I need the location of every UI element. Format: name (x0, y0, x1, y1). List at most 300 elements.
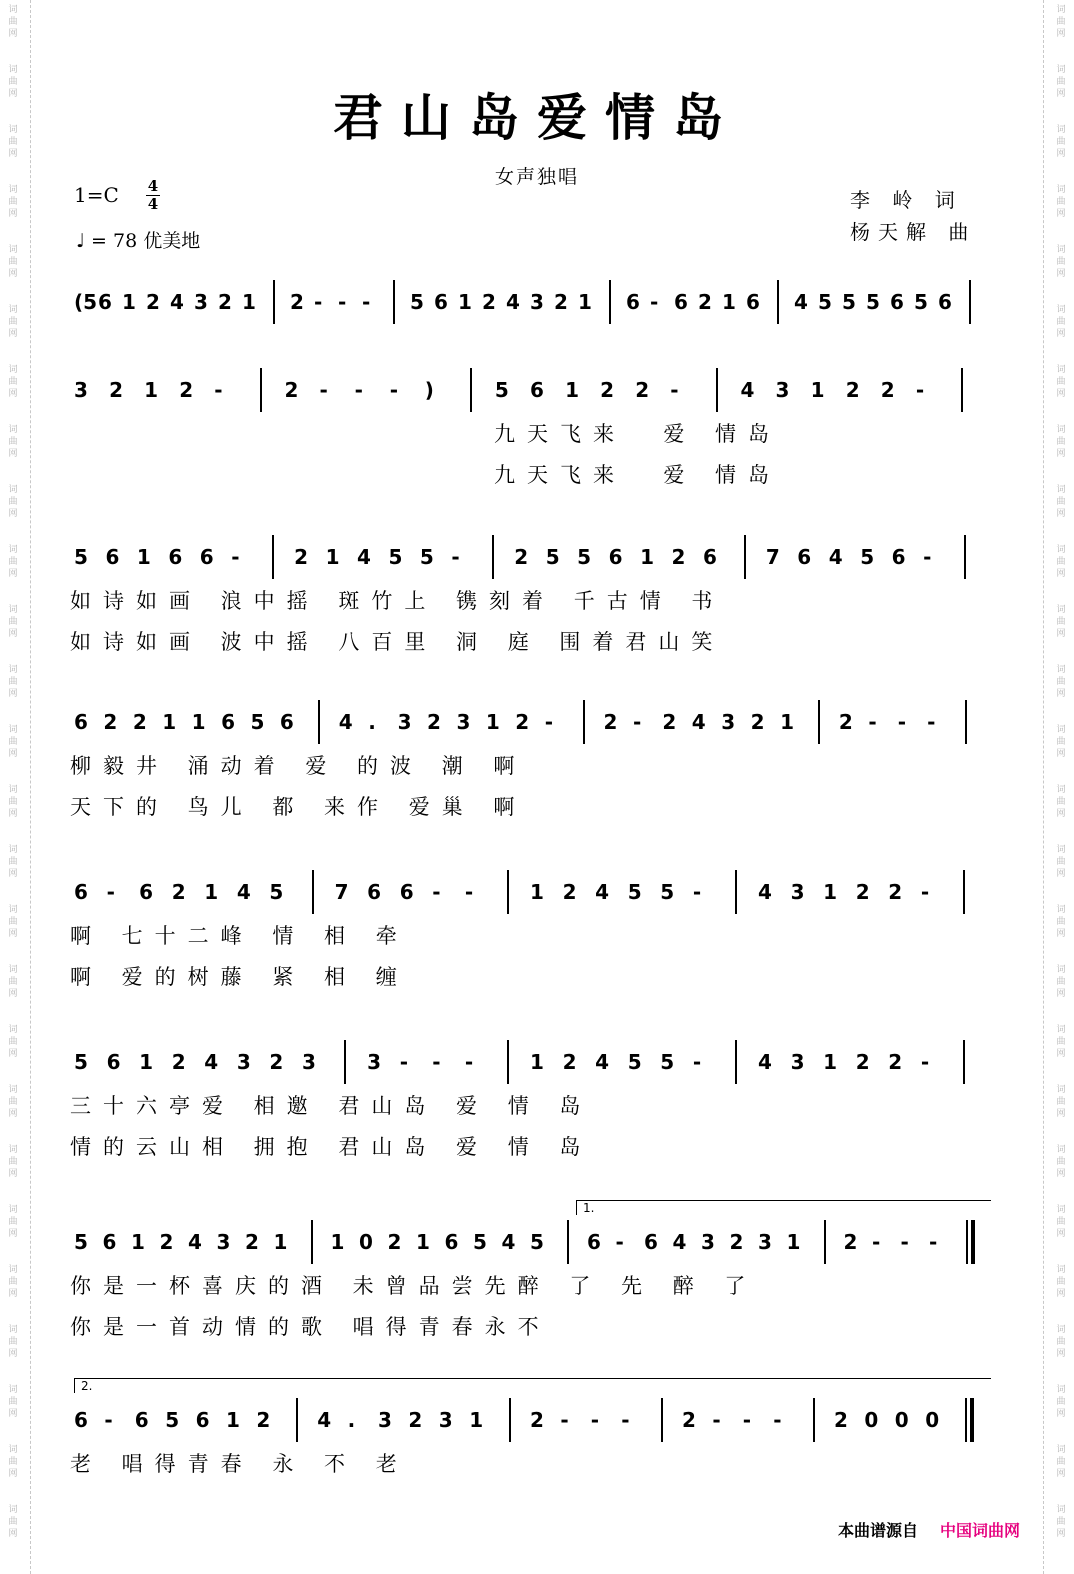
note: 3 (790, 1050, 805, 1074)
watermark-text: 词曲网 (8, 845, 18, 879)
watermark-text: 词曲网 (1056, 665, 1066, 699)
note: 1 (578, 290, 592, 314)
barline (735, 1040, 737, 1084)
watermark-text: 词曲网 (1056, 1205, 1066, 1239)
watermark-strip-left (0, 0, 31, 1574)
watermark-text: 词曲网 (8, 65, 18, 99)
note: 2 (843, 1230, 858, 1254)
note: 0 (894, 1408, 909, 1432)
note: 2 (171, 1050, 186, 1074)
note: 6 (195, 1408, 210, 1432)
note: 2 (855, 1050, 870, 1074)
note: - (929, 1230, 938, 1254)
note: 6 (74, 880, 88, 904)
note: 3 (378, 1408, 392, 1432)
note: - (399, 1050, 409, 1074)
watermark-text: 词曲网 (8, 1265, 18, 1299)
note: - (432, 880, 441, 904)
note: 2 (682, 1408, 696, 1432)
lyric-line: 啊 七十二峰 情 相 牵 (70, 924, 409, 948)
watermark-text: 词曲网 (8, 305, 18, 339)
lyric-line: 老 唱得青春 永 不 老 (70, 1452, 409, 1476)
note: - (773, 1408, 782, 1432)
lyric-line: 如诗如画 波中摇 八百里 洞 庭 围着君山笑 (70, 630, 725, 654)
watermark-text: 词曲网 (8, 1325, 18, 1359)
note: 1 (330, 1230, 345, 1254)
watermark-text: 词曲网 (8, 5, 18, 39)
note: 5 (842, 290, 856, 314)
note: 2 (109, 378, 123, 402)
barline (509, 1398, 511, 1442)
note: 1 (273, 1230, 288, 1254)
score-row (70, 700, 986, 756)
barline (272, 535, 274, 579)
note: 6 (938, 290, 952, 314)
barline (492, 535, 494, 579)
watermark-text: 词曲网 (8, 1085, 18, 1119)
note: - (314, 290, 323, 314)
note: 1 (204, 880, 219, 904)
note: 5 (866, 290, 880, 314)
watermark-text: 词曲网 (8, 545, 18, 579)
note: 7 (765, 545, 780, 569)
watermark-text: 词曲网 (1056, 65, 1066, 99)
lyric-line: 你是一杯喜庆的酒 未曾品尝先醉 了 先 醉 了 (70, 1274, 758, 1298)
note: 2 (103, 710, 118, 734)
note: 2 (514, 545, 529, 569)
note: . (368, 710, 376, 734)
watermark-text: 词曲网 (1056, 905, 1066, 939)
barline (813, 1398, 815, 1442)
note: 5 (545, 545, 560, 569)
note: 5 (388, 545, 403, 569)
note: 5 (410, 290, 424, 314)
note: 4 (204, 1050, 219, 1074)
note: 2 (855, 880, 870, 904)
score-row (70, 870, 986, 926)
watermark-text: 词曲网 (1056, 1325, 1066, 1359)
note: - (650, 290, 659, 314)
key-signature: 1=C (74, 183, 119, 207)
barline (777, 280, 779, 324)
note: - (615, 1230, 624, 1254)
note: 7 (334, 880, 349, 904)
watermark-text: 词曲网 (8, 1385, 18, 1419)
note: 3 (701, 1230, 715, 1254)
performance-type: 女声独唱 (494, 166, 579, 188)
note: - (338, 290, 347, 314)
watermark-text: 词曲网 (8, 425, 18, 459)
note: - (872, 1230, 881, 1254)
note: - (354, 378, 363, 402)
note: 1 (786, 1230, 801, 1254)
note: - (544, 710, 554, 734)
lyric-line: 九天飞来 爱 情岛 (494, 422, 782, 446)
note: - (362, 290, 371, 314)
note: - (621, 1408, 630, 1432)
watermark-text: 词曲网 (1056, 605, 1066, 639)
note: 2 (834, 1408, 848, 1432)
lyric-line: 如诗如画 浪中摇 斑竹上 镌刻着 千古情 书 (70, 589, 725, 613)
note: 2 (603, 710, 618, 734)
barline (296, 1398, 298, 1442)
note: 5 (660, 1050, 675, 1074)
note: 2 (427, 710, 441, 734)
note: 5 (577, 545, 592, 569)
watermark-text: 词曲网 (1056, 1025, 1066, 1059)
note: 2 (284, 378, 299, 402)
lyric-line: 情的云山相 拥抱 君山岛 爱 情 岛 (70, 1135, 593, 1159)
note: 1 (640, 545, 654, 569)
note: 6 (399, 880, 414, 904)
note: 3 (721, 710, 736, 734)
note: 2 (269, 1050, 284, 1074)
note: 4 (672, 1230, 687, 1254)
watermark-text: 词曲网 (1056, 1085, 1066, 1119)
note: 2 (245, 1230, 259, 1254)
note: 3 (302, 1050, 316, 1074)
note: 5 (419, 545, 434, 569)
note: - (106, 880, 115, 904)
note: 5 (473, 1230, 487, 1254)
watermark-text: 词曲网 (1056, 845, 1066, 879)
note: 4 (170, 290, 184, 314)
watermark-text: 词曲网 (1056, 965, 1066, 999)
note: 6 (134, 1408, 149, 1432)
note: 2 (408, 1408, 423, 1432)
note: 5 (74, 1050, 88, 1074)
lyric-line: 九天飞来 爱 情岛 (494, 463, 782, 487)
note: 4 (236, 880, 251, 904)
note: 5 (660, 880, 675, 904)
note: - (451, 545, 460, 569)
note: 6 (221, 710, 236, 734)
note: 2 (635, 378, 650, 402)
note: 3 (775, 378, 790, 402)
note: 2 (880, 378, 895, 402)
note: 5 (165, 1408, 180, 1432)
note: 5 (860, 545, 875, 569)
barline (609, 280, 611, 324)
barline (964, 535, 966, 579)
barline (260, 368, 262, 412)
watermark-text: 词曲网 (1056, 785, 1066, 819)
note: 2 (554, 290, 568, 314)
watermark-text: 词曲网 (8, 485, 18, 519)
barline (969, 280, 971, 324)
note: 1 (530, 880, 544, 904)
note: 1 (191, 710, 206, 734)
watermark-text: 词曲网 (1056, 485, 1066, 519)
watermark-text: 词曲网 (8, 1145, 18, 1179)
note: 6 (444, 1230, 459, 1254)
note: 4 (740, 378, 755, 402)
note: 5 (530, 1230, 544, 1254)
note: 1 (242, 290, 256, 314)
note: - (632, 710, 642, 734)
barline (312, 870, 314, 914)
note: 1 (469, 1408, 484, 1432)
note: . (347, 1408, 356, 1432)
note: 6 (587, 1230, 601, 1254)
note: - (920, 880, 930, 904)
note: - (464, 1050, 474, 1074)
note: 2 (256, 1408, 271, 1432)
watermark-text: 词曲网 (8, 965, 18, 999)
note: 6 (746, 290, 760, 314)
note: 1 (144, 378, 159, 402)
note: 3 (216, 1230, 231, 1254)
note: - (670, 378, 679, 402)
note: (5 (74, 290, 98, 314)
note: 6 (644, 1230, 658, 1254)
note: 2 (729, 1230, 744, 1254)
watermark-text: 词曲网 (1056, 425, 1066, 459)
note: - (319, 378, 328, 402)
note: 6 (367, 880, 382, 904)
note: 2 (845, 378, 860, 402)
note: 1 (722, 290, 736, 314)
barline (824, 1220, 826, 1264)
note: 1 (485, 710, 500, 734)
note: 1 (530, 1050, 544, 1074)
note: - (560, 1408, 569, 1432)
note: 1 (416, 1230, 430, 1254)
note: 3 (530, 290, 544, 314)
note: 5 (250, 710, 265, 734)
barline (311, 1220, 313, 1264)
barline (507, 1040, 509, 1084)
tempo-marking: ♩ = 78 优美地 (76, 230, 201, 252)
note: 6 (98, 290, 112, 314)
note: 2 (662, 710, 677, 734)
source-credit: 本曲谱源自 中国词曲网 (838, 1521, 1021, 1540)
note: 6 (626, 290, 640, 314)
watermark-text: 词曲网 (8, 365, 18, 399)
score-row (70, 1040, 986, 1096)
score-row (70, 280, 986, 336)
note: - (923, 545, 932, 569)
note: 1 (131, 1230, 145, 1254)
note: 6 (105, 545, 120, 569)
note: 6 (702, 545, 717, 569)
score-row (70, 368, 986, 424)
watermark-text: 词曲网 (1056, 1145, 1066, 1179)
watermark-text: 词曲网 (1056, 365, 1066, 399)
note: 4 (758, 880, 772, 904)
time-signature: 4 4 (147, 177, 159, 213)
watermark-text: 词曲网 (8, 785, 18, 819)
note: - (214, 378, 223, 402)
note: - (897, 710, 907, 734)
watermark-text: 词曲网 (8, 1505, 18, 1539)
note: 3 (74, 378, 88, 402)
note: 3 (790, 880, 805, 904)
note: 6 (530, 378, 544, 402)
barline (735, 870, 737, 914)
note: 6 (102, 1230, 117, 1254)
note: 6 (608, 545, 623, 569)
barline (393, 280, 395, 324)
barline (318, 700, 320, 744)
barline (966, 1220, 975, 1264)
note: 2 (838, 710, 853, 734)
note: 2 (290, 290, 304, 314)
lyric-line: 啊 爱的树藤 紧 相 缠 (70, 965, 409, 989)
watermark-text: 词曲网 (1056, 245, 1066, 279)
note: 0 (359, 1230, 373, 1254)
note: 2 (530, 1408, 544, 1432)
note: 4 (501, 1230, 516, 1254)
note: 2 (698, 290, 712, 314)
note: 4 (357, 545, 371, 569)
note: 2 (562, 880, 577, 904)
note: 1 (226, 1408, 240, 1432)
note: 6 (199, 545, 214, 569)
note: - (692, 880, 702, 904)
note: 2 (600, 378, 615, 402)
note: 5 (269, 880, 284, 904)
note: 4 (595, 1050, 610, 1074)
barline (963, 1040, 965, 1084)
note: 1 (136, 545, 151, 569)
note: - (868, 710, 877, 734)
barline (965, 1398, 974, 1442)
watermark-text: 词曲网 (1056, 305, 1066, 339)
note: 6 (797, 545, 812, 569)
composer-credit: 杨天解 曲 (850, 220, 977, 244)
lyric-line: 三十六亭爱 相邀 君山岛 爱 情 岛 (70, 1094, 593, 1118)
note: 2 (132, 710, 147, 734)
watermark-strip-right (1043, 0, 1074, 1574)
note: 1 (458, 290, 472, 314)
song-title: 君山岛爱情岛 (333, 89, 741, 147)
note: 1 (325, 545, 340, 569)
note: 2 (171, 880, 186, 904)
note: ) (424, 378, 434, 402)
barline (344, 1040, 346, 1084)
note: - (712, 1408, 721, 1432)
watermark-text: 词曲网 (8, 125, 18, 159)
note: 4 (338, 710, 353, 734)
note: 1 (810, 378, 825, 402)
note: - (590, 1408, 600, 1432)
barline (818, 700, 820, 744)
note: 5 (74, 545, 88, 569)
barline (744, 535, 746, 579)
watermark-text: 词曲网 (8, 1025, 18, 1059)
watermark-text: 词曲网 (1056, 125, 1066, 159)
volta-bracket: 2. (74, 1378, 991, 1393)
note: - (915, 378, 925, 402)
watermark-text: 词曲网 (8, 245, 18, 279)
watermark-text: 词曲网 (8, 185, 18, 219)
note: 6 (434, 290, 448, 314)
note: 1 (823, 880, 838, 904)
note: 4 (691, 710, 706, 734)
barline (583, 700, 585, 744)
barline (567, 1220, 569, 1264)
lyric-line: 你是一首动情的歌 唱得青春永不 (70, 1315, 551, 1339)
watermark-text: 词曲网 (1056, 1265, 1066, 1299)
note: 6 (674, 290, 688, 314)
note: - (432, 1050, 441, 1074)
note: 2 (482, 290, 496, 314)
barline (507, 870, 509, 914)
note: 0 (925, 1408, 940, 1432)
note: 3 (367, 1050, 382, 1074)
barline (273, 280, 275, 324)
note: - (927, 710, 936, 734)
watermark-text: 词曲网 (1056, 545, 1066, 579)
note: 2 (218, 290, 232, 314)
source-site-link[interactable]: 中国词曲网 (940, 1521, 1021, 1540)
note: 3 (194, 290, 208, 314)
note: 6 (74, 1408, 88, 1432)
note: 4 (188, 1230, 202, 1254)
note: 1 (122, 290, 136, 314)
watermark-text: 词曲网 (1056, 5, 1066, 39)
note: 3 (236, 1050, 251, 1074)
note: 4 (794, 290, 808, 314)
watermark-text: 词曲网 (1056, 1445, 1066, 1479)
volta-bracket: 1. (576, 1200, 991, 1215)
note: 6 (139, 880, 154, 904)
note: - (692, 1050, 702, 1074)
note: - (920, 1050, 930, 1074)
note: 5 (74, 1230, 88, 1254)
note: 2 (294, 545, 309, 569)
note: 2 (159, 1230, 174, 1254)
note: 5 (627, 1050, 642, 1074)
watermark-text: 词曲网 (8, 1445, 18, 1479)
note: 1 (139, 1050, 154, 1074)
note: 3 (456, 710, 471, 734)
note: - (464, 880, 474, 904)
note: 5 (818, 290, 832, 314)
watermark-text: 词曲网 (1056, 1505, 1066, 1539)
note: 2 (146, 290, 160, 314)
barline (961, 368, 963, 412)
lyric-line: 天下的 鸟儿 都 来作 爱巢 啊 (70, 795, 527, 819)
lyric-line: 柳毅井 涌动着 爱 的波 潮 啊 (70, 754, 527, 778)
note: 0 (864, 1408, 879, 1432)
barline (470, 368, 472, 412)
score-row (70, 535, 986, 591)
note: 5 (627, 880, 642, 904)
note: 4 (758, 1050, 772, 1074)
note: 3 (758, 1230, 772, 1254)
note: 1 (823, 1050, 838, 1074)
note: - (900, 1230, 909, 1254)
note: 4 (506, 290, 520, 314)
watermark-text: 词曲网 (1056, 725, 1066, 759)
note: 6 (891, 545, 906, 569)
note: 2 (562, 1050, 577, 1074)
note: 6 (74, 710, 88, 734)
score-row (70, 1379, 986, 1454)
barline (965, 700, 967, 744)
note: 1 (780, 710, 794, 734)
note: 5 (914, 290, 928, 314)
note: 5 (494, 378, 509, 402)
note: 6 (890, 290, 904, 314)
note: 3 (397, 710, 412, 734)
barline (661, 1398, 663, 1442)
watermark-text: 词曲网 (1056, 185, 1066, 219)
note: 2 (888, 1050, 903, 1074)
note: 2 (671, 545, 686, 569)
